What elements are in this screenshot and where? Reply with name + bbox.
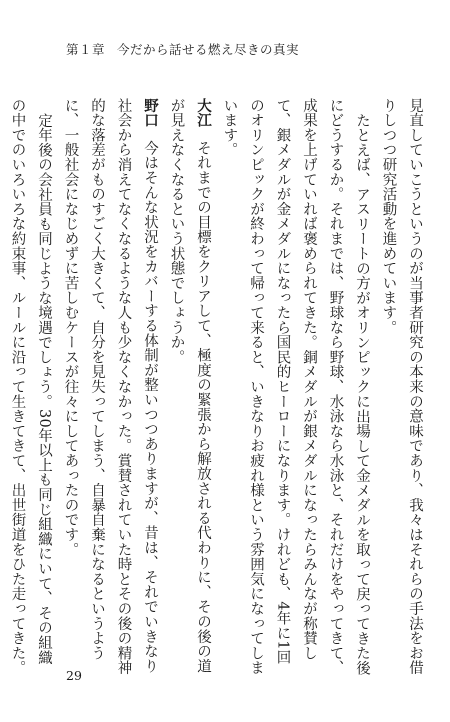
paragraph [163,98,216,678]
paragraph-text: それまでの目標をクリアして、極度の緊張から解放される代わりに、その後の道が見えなくなるという状態でしょうか。 [168,98,211,674]
paragraph [375,98,428,678]
paragraph-text: たとえば、アスリートの方がオリンピックに出場して金メダルを取って戻ってきた後にどうするか。それまでは、野球なら野球、水泳なら水泳と、それだけをやってきて、成果を上げていれば褒められてきた。銅メダルが銀メダルになったらみんなが称賛して、銀メダルが金メダルになったら国民的ヒーローになります。けれども、4年に1回のオリンピックが終わって帰って来ると、いきなりお疲れ様という雰囲気になってしまいます。 [221,98,370,676]
paragraph-text: 今はそんな状況をカバーする体制が整いつつありますが、昔は、それでいきなり社会から消えてなくなるような人も少なくなかった。賞賛されていた時とその後の精神的な落差がものすごく大きくて、自分を見失ってしまう、自暴自棄になるというように、一般社会になじめずに苦しむケースが往々にしてあったのです。 [62,98,158,676]
body-text [9,98,428,678]
running-header [66,40,299,58]
chapter-title: 今だから話せる燃え尽きの真実 [117,42,300,57]
paragraph [216,98,375,678]
paragraph [57,98,163,678]
paragraph-text: 見直していこうというのが当事者研究の本来の意味であり、我々はそれらの手法をお借りしつつ研究活動を進めています。 [380,98,423,676]
speaker-name: 大江 [195,98,211,128]
paragraph [0,98,57,678]
page-number: 29 [66,668,82,683]
chapter-label: 第１章 [66,42,106,57]
paragraph-text: 定年後の会社員も同じような境遇でしょう。30年以上も同じ組織にいて、その組織の中でのいろいろな約束事、ルールに沿って生きてきて、出世街道をひた走ってきた。 [9,98,52,676]
speaker-name: 野口 [142,98,158,128]
